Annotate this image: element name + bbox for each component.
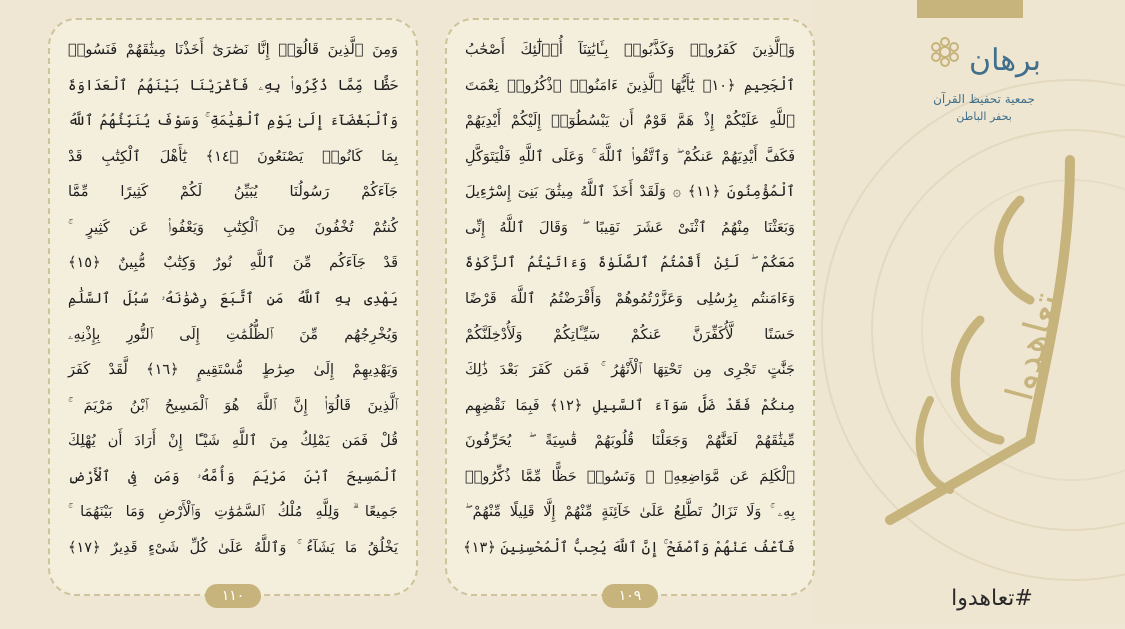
association-city: بحفر الباطن: [956, 110, 1012, 123]
verse-line: بِهِۦ ۚ وَلَا تَزَالُ تَطَّلِعُ عَلَىٰ خَآئِنَةٍ مِّنْهُمْ إِلَّا قَلِيلًا مِّنْهُمْ ۖ: [465, 504, 795, 521]
verse-line: مِنكُمْ فَقَدْ ضَلَّ سَوَآءَ ٱلسَّبِيلِ ﴿١٢﴾ فَبِمَا نَقْضِهِم: [465, 397, 795, 414]
verse-line: فَٱعْفُ عَنْهُمْ وَٱصْفَحْ ۚ إِنَّ ٱللَّهَ يُحِبُّ ٱلْمُحْسِنِينَ ﴿١٣﴾: [463, 539, 795, 556]
verse-line: جَآءَكُمْ رَسُولُنَا يُبَيِّنُ لَكُمْ كَثِيرًا مِّمَّا: [68, 184, 398, 201]
verse-line: حَظًّا مِّمَّا ذُكِّرُوا۟ بِهِۦ فَأَغْرَيْنَا بَيْنَهُمُ ٱلْعَدَاوَةَ: [68, 77, 398, 94]
verse-line: ٱلْكَلِمَ عَن مَّوَاضِعِهِۦ ۙ وَنَسُوا۟ حَظًّا مِّمَّا ذُكِّرُوا۟: [465, 468, 795, 485]
verse-line: جَمِيعًا ۗ وَلِلَّهِ مُلْكُ ٱلسَّمَٰوَٰتِ وَٱلْأَرْضِ وَمَا بَيْنَهُمَا ۚ: [68, 504, 398, 521]
verse-line: كُنتُمْ تُخْفُونَ مِنَ ٱلْكِتَٰبِ وَيَعْفُوا۟ عَن كَثِيرٍ ۚ: [68, 219, 398, 236]
page-number: ١٠٩: [602, 584, 658, 608]
verse-line: قُلْ فَمَن يَمْلِكُ مِنَ ٱللَّهِ شَيْـًٔا إِنْ أَرَادَ أَن يُهْلِكَ: [68, 433, 398, 450]
verse-line: مِّيثَٰقَهُمْ لَعَنَّٰهُمْ وَجَعَلْنَا قُلُوبَهُمْ قَٰسِيَةً ۖ يُحَرِّفُونَ: [465, 433, 795, 450]
page-text: [465, 34, 795, 564]
verse-line: وَٱلْبَغْضَآءَ إِلَىٰ يَوْمِ ٱلْقِيَٰمَةِ ۚ وَسَوْفَ يُنَبِّئُهُمُ ٱللَّهُ: [68, 113, 398, 130]
association-logo: [925, 30, 1045, 90]
verse-line: ٱلْمُؤْمِنُونَ ﴿١١﴾ ۞ وَلَقَدْ أَخَذَ ٱللَّهُ مِيثَٰقَ بَنِىٓ إِسْرَٰٓءِيلَ: [465, 184, 795, 201]
verse-line: ٱلْمَسِيحَ ٱبْنَ مَرْيَمَ وَأُمَّهُۥ وَمَن فِى ٱلْأَرْضِ: [68, 468, 398, 485]
verse-line: وَيُخْرِجُهُم مِّنَ ٱلظُّلُمَٰتِ إِلَى ٱلنُّورِ بِإِذْنِهِۦ: [68, 326, 398, 343]
verse-line: فَكَفَّ أَيْدِيَهُمْ عَنكُمْ ۖ وَٱتَّقُوا۟ ٱللَّهَ ۚ وَعَلَى ٱللَّهِ فَلْيَتَوَكَّلِ: [465, 148, 795, 165]
verse-line: ٱلْجَحِيمِ ﴿١٠﴾ يَٰٓأَيُّهَا ٱلَّذِينَ ءَامَنُوا۟ ٱذْكُرُوا۟ نِعْمَتَ: [465, 77, 795, 94]
calligraphy-artwork: [870, 140, 1110, 560]
verse-line: وَٱلَّذِينَ كَفَرُوا۟ وَكَذَّبُوا۟ بِـَٔايَٰتِنَآ أُو۟لَٰٓئِكَ أَصْحَٰبُ: [465, 42, 795, 58]
page-text: [68, 34, 398, 564]
verse-line: وَبَعَثْنَا مِنْهُمُ ٱثْنَىْ عَشَرَ نَقِيبًا ۖ وَقَالَ ٱللَّهُ إِنِّى: [465, 219, 795, 236]
verse-line: وَءَامَنتُم بِرُسُلِى وَعَزَّرْتُمُوهُمْ وَأَقْرَضْتُمُ ٱللَّهَ قَرْضًا: [465, 290, 795, 307]
verse-line: وَمِنَ ٱلَّذِينَ قَالُوٓا۟ إِنَّا نَصَٰرَىٰٓ أَخَذْنَا مِيثَٰقَهُمْ فَنَسُوا۟: [68, 42, 398, 58]
verse-line: جَنَّٰتٍ تَجْرِى مِن تَحْتِهَا ٱلْأَنْهَٰرُ ۚ فَمَن كَفَرَ بَعْدَ ذَٰلِكَ: [465, 362, 795, 379]
verse-line: ٱللَّهِ عَلَيْكُمْ إِذْ هَمَّ قَوْمٌ أَن يَبْسُطُوٓا۟ إِلَيْكُمْ أَيْدِيَهُمْ: [465, 113, 795, 130]
verse-line: يَخْلُقُ مَا يَشَآءُ ۚ وَٱللَّهُ عَلَىٰ كُلِّ شَىْءٍ قَدِيرٌ ﴿١٧﴾: [68, 539, 398, 556]
flower-icon: [932, 38, 958, 66]
verse-line: مَعَكُمْ ۖ لَئِنْ أَقَمْتُمُ ٱلصَّلَوٰةَ وَءَاتَيْتُمُ ٱلزَّكَوٰةَ: [465, 255, 795, 272]
verse-line: بِمَا كَانُوا۟ يَصْنَعُونَ ﴿١٤﴾ يَٰٓأَهْلَ ٱلْكِتَٰبِ قَدْ: [68, 148, 398, 165]
association-name: جمعية تحفيظ القرآن: [933, 92, 1035, 106]
verse-line: وَيَهْدِيهِمْ إِلَىٰ صِرَٰطٍ مُّسْتَقِيمٍ ﴿١٦﴾ لَّقَدْ كَفَرَ: [68, 362, 398, 379]
logo-text: برهان: [969, 43, 1041, 78]
page-number: ١١٠: [205, 584, 261, 608]
verse-line: يَهْدِى بِهِ ٱللَّهُ مَنِ ٱتَّبَعَ رِضْوَٰنَهُۥ سُبُلَ ٱلسَّلَٰمِ: [68, 290, 398, 307]
quran-page-109: [445, 18, 815, 604]
verse-line: ٱلَّذِينَ قَالُوٓا۟ إِنَّ ٱللَّهَ هُوَ ٱلْمَسِيحُ ٱبْنُ مَرْيَمَ ۚ: [68, 397, 398, 414]
top-accent-bar: [917, 0, 1023, 18]
verse-line: حَسَنًا لَّأُكَفِّرَنَّ عَنكُمْ سَيِّـَٔاتِكُمْ وَلَأُدْخِلَنَّكُمْ: [465, 326, 795, 343]
calligraphy-text: تعاهدوا: [997, 288, 1068, 406]
quran-page-110: [48, 18, 418, 604]
hashtag-label: #تعاهدوا: [951, 586, 1033, 611]
verse-line: قَدْ جَآءَكُم مِّنَ ٱللَّهِ نُورٌ وَكِتَٰبٌ مُّبِينٌ ﴿١٥﴾: [68, 255, 398, 272]
